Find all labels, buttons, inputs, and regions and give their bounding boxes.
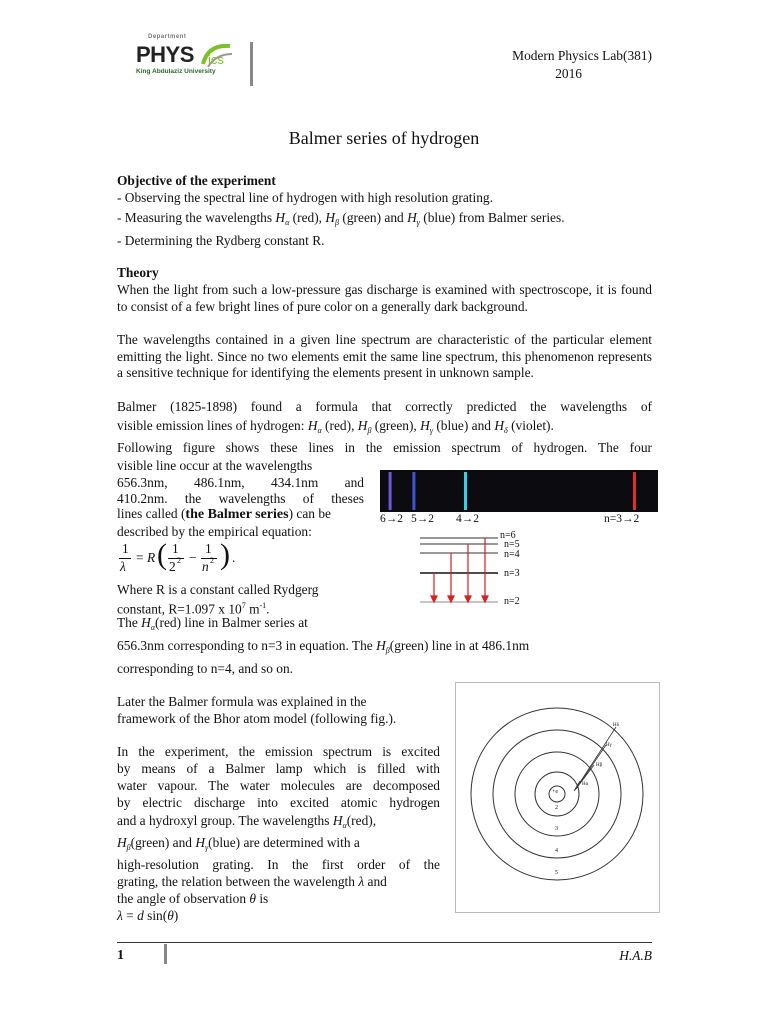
symbol-beta: β	[367, 426, 372, 435]
wavelengths-line-2: 656.3nm, 486.1nm, 434.1nm and	[117, 475, 364, 490]
level-n5: n=5	[504, 539, 520, 550]
symbol-alpha: α	[150, 623, 156, 632]
symbol-theta: θ	[249, 891, 256, 906]
symbol-beta: β	[126, 843, 131, 852]
symbol-h: H	[494, 418, 505, 433]
symbol-h: H	[275, 210, 286, 225]
spectrum-lines	[380, 470, 658, 512]
emission-spectrum-figure	[380, 470, 658, 512]
objective-heading: Objective of the experiment	[117, 173, 276, 188]
spectrum-label-5-2: 5→2	[411, 513, 434, 525]
experiment-line-2: by means of a Balmer lamp which is filled with	[117, 761, 440, 776]
hbeta-text: (green) line in at 486.1nm	[389, 638, 530, 653]
rydberg-exp: 7	[241, 601, 246, 610]
spectrum-label-3-2: n=3→2	[604, 513, 640, 525]
symbol-alpha: α	[317, 426, 322, 435]
wavelengths-line-4	[117, 506, 364, 524]
eq-minus: −	[189, 550, 197, 565]
red-text: (red),	[325, 418, 358, 433]
document-title: Balmer series of hydrogen	[288, 128, 480, 148]
eq-period: .	[232, 550, 236, 565]
bohr-nucleus: +e	[552, 789, 559, 795]
symbol-h: H	[420, 418, 430, 433]
hydrogen-lines-text: visible emission lines of hydrogen:	[117, 418, 308, 433]
theory-paragraph-1: When the light from such a low-pressure gas discharge is examined with spectroscope, it is found to consist of a few bright lines of pure color on a generally dark background.	[117, 282, 652, 314]
eq2-close: )	[173, 908, 179, 923]
symbol-h: H	[141, 615, 151, 630]
energy-level-graphic	[418, 530, 538, 614]
grating-equation	[117, 908, 178, 925]
symbol-h: H	[407, 210, 417, 225]
spectrum-line-red	[633, 472, 636, 510]
objective-item-3: - Determining the Rydberg constant R.	[117, 233, 325, 248]
logo-dept-text: Department	[148, 34, 187, 40]
theory-paragraph-3-line-2	[117, 418, 554, 440]
red-text: (red),	[346, 813, 377, 828]
halpha-line	[117, 615, 308, 637]
objective-green-text: (green) and	[342, 210, 408, 225]
theory-paragraph-3-line-3: Following figure shows these lines in the emission spectrum of hydrogen. The four	[117, 440, 652, 455]
rydberg-unit: m	[245, 601, 260, 617]
spectrum-labels	[380, 513, 658, 527]
department-logo	[136, 34, 238, 84]
experiment-line-8	[117, 874, 387, 891]
spectrum-line-blue	[412, 472, 415, 510]
is-text: is	[255, 891, 269, 906]
level-n6: n=6	[500, 530, 516, 541]
page-number: 1	[117, 948, 124, 963]
halpha-prefix: The	[117, 615, 142, 630]
footer-rule	[117, 942, 652, 943]
experiment-line-4: by electric discharge into excited atomic hydrogen	[117, 795, 440, 810]
symbol-beta: β	[385, 646, 390, 655]
hydroxyl-text: and a hydroxyl group. The wavelengths	[117, 813, 333, 828]
eq-n: n	[202, 559, 209, 574]
objective-item-2-text: - Measuring the wavelengths	[117, 210, 276, 225]
logo-university-text: King Abdulaziz University	[136, 68, 216, 75]
eq-left-paren: (	[157, 538, 167, 571]
bohr-label-hbeta: Hβ	[596, 763, 603, 768]
eq-equals: =	[136, 550, 144, 565]
wavelengths-line-5: described by the empirical equation:	[117, 524, 312, 539]
theory-paragraph-3-line-1: Balmer (1825-1898) found a formula that correctly predicted the wavelengths of	[117, 399, 652, 414]
halpha-suffix: (red) line in Balmer series at	[155, 615, 308, 630]
bohr-orbit-2: 2	[555, 805, 558, 811]
bohr-orbit-3: 3	[555, 826, 558, 832]
later-line-2: framework of the Bhor atom model (following fig.).	[117, 711, 397, 726]
bohr-label-halpha: Hα	[582, 782, 589, 787]
experiment-line-5	[117, 813, 440, 835]
rydberg-unit-exp: -1	[259, 601, 267, 610]
blue-text: (blue) and	[436, 418, 495, 433]
spectrum-line-violet	[389, 472, 392, 510]
course-title: Modern Physics Lab(381)	[512, 48, 652, 63]
symbol-h: H	[325, 210, 336, 225]
theory-heading: Theory	[117, 265, 159, 280]
eq-two: 2	[169, 559, 176, 574]
eq-R: R	[147, 550, 156, 565]
footer-divider	[164, 944, 167, 964]
symbol-h: H	[117, 835, 127, 850]
eq-two-exp: 2	[177, 556, 181, 565]
objective-blue-text: (blue) from Balmer series.	[423, 210, 565, 225]
level-n2: n=2	[504, 596, 520, 607]
experiment-line-6	[117, 835, 440, 857]
spectrum-label-4-2: 4→2	[456, 513, 479, 525]
rydberg-period: .	[266, 601, 270, 617]
rydberg-constant-text: constant, R=1.097 x 10	[117, 601, 242, 617]
eq2-d: d	[137, 908, 144, 923]
rydberg-line-1: Where R is a constant called Rydgerg	[117, 582, 319, 597]
bohr-orbits-graphic	[456, 683, 659, 912]
bohr-model-figure	[455, 682, 660, 913]
symbol-gamma: γ	[205, 843, 209, 852]
bohr-orbit-4: 4	[555, 848, 558, 854]
spectrum-line-cyan	[464, 472, 467, 510]
grating-relation-text: grating, the relation between the wavelength	[117, 874, 359, 889]
wavelengths-line-1: visible line occur at the wavelengths	[117, 458, 313, 473]
eq-one-a: 1	[172, 541, 179, 556]
n4-line: corresponding to n=4, and so on.	[117, 661, 294, 676]
green-and-text: (green) and	[130, 835, 196, 850]
logo-phys-text: PHYS	[136, 42, 194, 67]
symbol-gamma: γ	[429, 426, 433, 435]
logo-ics-badge	[200, 40, 234, 70]
theory-paragraph-2: The wavelengths contained in a given line spectrum are characteristic of the particular element emitting the light. Since no two elements emit the same line spectrum, this phenomenon represents a sensitive technique for identifying the elements present in unknown sample.	[117, 332, 652, 381]
violet-text: (violet).	[511, 418, 554, 433]
level-n3: n=3	[504, 568, 520, 579]
symbol-lambda: λ	[358, 874, 365, 889]
symbol-alpha: α	[285, 218, 290, 227]
experiment-line-9	[117, 891, 268, 908]
objective-red-text: (red),	[292, 210, 326, 225]
eq-lambda: λ	[120, 559, 126, 574]
symbol-h: H	[332, 813, 343, 828]
logo-ics-text: ics	[208, 52, 224, 67]
objective-item-1: - Observing the spectral line of hydrogen with high resolution grating.	[117, 190, 493, 205]
later-line-1: Later the Balmer formula was explained in the	[117, 694, 367, 709]
eq-right-paren: )	[220, 538, 230, 571]
eq-one-numerator: 1	[122, 541, 129, 556]
symbol-delta: δ	[504, 426, 508, 435]
footer-author: H.A.B	[619, 948, 652, 963]
eq2-equals: =	[122, 908, 138, 923]
symbol-h: H	[195, 835, 206, 850]
balmer-equation	[117, 538, 247, 581]
spectrum-label-6-2: 6→2	[380, 513, 403, 525]
n3-text: 656.3nm corresponding to n=3 in equation. The	[117, 638, 377, 653]
balmer-series-prefix: lines called (	[117, 506, 186, 521]
green-text: (green),	[374, 418, 421, 433]
symbol-h: H	[307, 418, 318, 433]
blue-determined-text: (blue) are determined with a	[208, 835, 360, 850]
course-year: 2016	[555, 66, 582, 81]
n3-line	[117, 638, 529, 660]
eq-one-b: 1	[205, 541, 212, 556]
symbol-beta: β	[335, 218, 340, 227]
experiment-line-7: high-resolution grating. In the first order of the	[117, 857, 440, 872]
symbol-lambda: λ	[117, 908, 123, 923]
experiment-line-3: water vapour. The water molecules are decomposed	[117, 778, 440, 793]
bohr-label-hdelta: Hδ	[613, 723, 619, 728]
balmer-series-bold: the Balmer series	[185, 507, 289, 522]
experiment-line-1: In the experiment, the emission spectrum is excited	[117, 744, 440, 759]
header-divider	[250, 42, 253, 86]
objective-item-2	[117, 210, 565, 232]
symbol-gamma: γ	[416, 218, 420, 227]
balmer-series-suffix: ) can be	[288, 506, 331, 521]
angle-text: the angle of observation	[117, 891, 250, 906]
symbol-h: H	[376, 638, 386, 653]
eq2-sin: sin(	[143, 908, 168, 923]
wavelengths-line-3: 410.2nm. the wavelengths of theses	[117, 491, 364, 506]
bohr-orbit-5: 5	[555, 870, 558, 876]
and-text: and	[367, 874, 387, 889]
level-n4: n=4	[504, 549, 520, 560]
symbol-h: H	[357, 418, 368, 433]
symbol-alpha: α	[342, 821, 347, 830]
energy-level-diagram	[418, 530, 538, 614]
eq-n-exp: 2	[210, 556, 214, 565]
bohr-label-hgamma: Hγ	[606, 743, 612, 748]
symbol-theta: θ	[167, 908, 174, 923]
